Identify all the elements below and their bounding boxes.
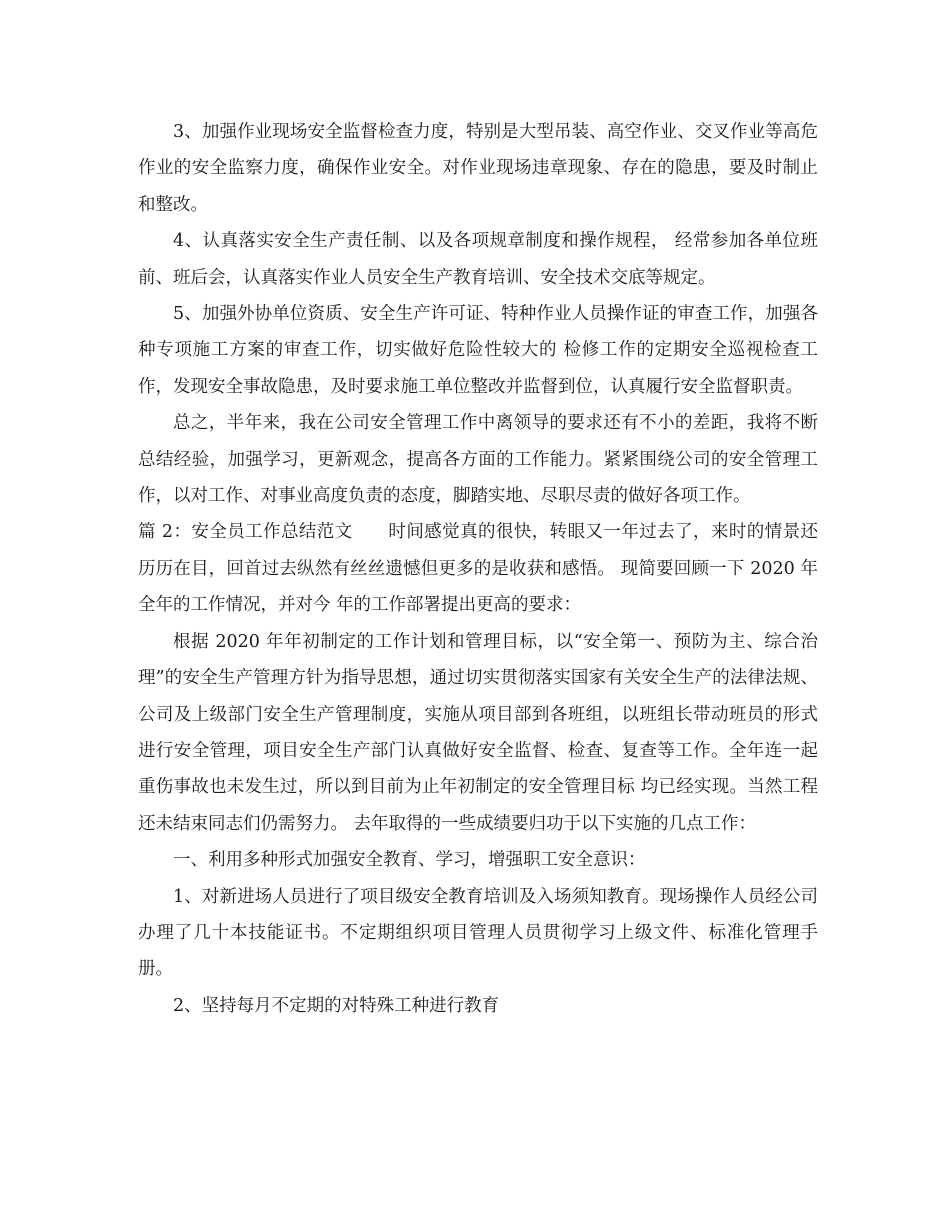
- paragraph-summary: 总之，半年来，我在公司安全管理工作中离领导的要求还有不小的差距，我将不断总结经验，加强学习，更新观念，提高各方面的工作能力。紧紧围绕公司的安全管理工作，以对工作、对事业高度负责的态度，脚踏实地、尽职尽责的做好各项工作。: [138, 413, 818, 507]
- paragraph-annual-plan: 根据 2020 年年初制定的工作计划和管理目标，以“安全第一、预防为主、综合治理”的安全生产管理方针为指导思想，通过切实贯彻落实国家有关安全生产的法律法规、公司及上级部门安全生产管理制度，实施从项目部到各班组，以班组长带动班员的形式进行安全管理，项目安全生产部门认真做好安全监督、检查、复查等工作。全年连一起重伤事故也未发生过，所以到目前为止年初制定的安全管理目标 均已经实现。当然工程还未结束同志们仍需努力。 去年取得的一些成绩要归功于以下实施的几点工作：: [138, 631, 818, 834]
- paragraph-education-1: 1、对新进场人员进行了项目级安全教育培训及入场须知教育。现场操作人员经公司办理了几十本技能证书。不定期组织项目管理人员贯彻学习上级文件、标准化管理手 册。: [138, 886, 818, 980]
- paragraph-section-one-heading: 一、利用多种形式加强安全教育、学习，增强职工安全意识：: [173, 850, 646, 871]
- document-body: [138, 114, 818, 1024]
- paragraph-item-4: 4、认真落实安全生产责任制、以及各项规章制度和操作规程， 经常参加各单位班前、班后会，认真落实作业人员安全生产教育培训、安全技术交底等规定。: [138, 231, 818, 288]
- paragraph-item-3: 3、加强作业现场安全监督检查力度，特别是大型吊装、高空作业、交叉作业等高危作业的安全监察力度，确保作业安全。对作业现场违章现象、存在的隐患，要及时制止和整改。: [138, 122, 818, 215]
- paragraph-item-5: 5、加强外协单位资质、安全生产许可证、特种作业人员操作证的审查工作，加强各种专项施工方案的审查工作，切实做好危险性较大的 检修工作的定期安全巡视检查工作，发现安全事故隐患，及时要求施工单位整改并监督到位，认真履行安全监督职责。: [138, 304, 818, 397]
- section-heading-paragraph: 篇 2：安全员工作总结范文 时间感觉真的很快，转眼又一年过去了，来时的情景还历历在目，回首过去纵然有丝丝遗憾但更多的是收获和感悟。 现简要回顾一下 2020 年全年的工作情况，并对今 年的工作部署提出更高的要求：: [138, 522, 818, 616]
- paragraph-education-2: 2、坚持每月不定期的对特殊工种进行教育: [173, 995, 500, 1016]
